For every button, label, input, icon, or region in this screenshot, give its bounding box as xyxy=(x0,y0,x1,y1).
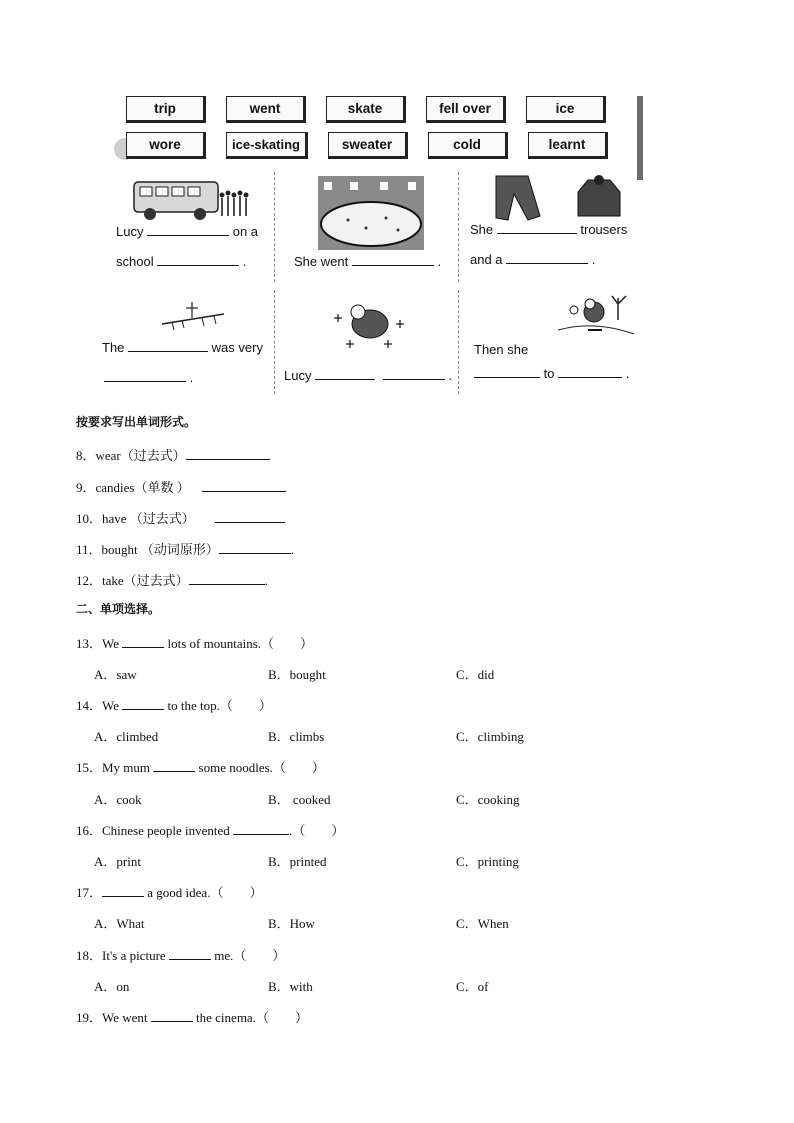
panel-divider xyxy=(458,172,459,282)
option-a[interactable]: A．What xyxy=(94,916,145,931)
option-b[interactable]: B．bought xyxy=(268,667,326,682)
option-a[interactable]: A．on xyxy=(94,979,130,994)
word-bank-row-2 xyxy=(126,132,608,159)
picture-1-line-1: Lucy on a xyxy=(116,224,259,239)
option-c[interactable]: C．cooking xyxy=(456,792,520,807)
answer-blank[interactable] xyxy=(186,447,270,460)
option-c[interactable]: C．of xyxy=(456,979,489,994)
picture-6-line-2: to . xyxy=(474,366,629,381)
word-form-item: 11．bought （动词原形） . xyxy=(76,542,295,557)
school-bus-picture xyxy=(130,176,250,224)
word-card: skate xyxy=(326,96,406,123)
option-b[interactable]: B．printed xyxy=(268,854,327,869)
picture-3-line-1: She trousers xyxy=(470,222,628,237)
option-a[interactable]: A．cook xyxy=(94,792,142,807)
picture-3-line-2: and a . xyxy=(470,252,596,267)
picture-2-line: She went . xyxy=(294,254,442,269)
answer-blank[interactable] xyxy=(558,366,622,378)
answer-blank[interactable] xyxy=(215,510,285,523)
word-bank-row-1 xyxy=(126,96,606,123)
word-card: fell over xyxy=(426,96,506,123)
picture-4-line-2: . xyxy=(104,370,193,385)
exercise-picture-panel xyxy=(102,92,642,400)
word-card: sweater xyxy=(328,132,408,159)
option-a[interactable]: A．saw xyxy=(94,667,137,682)
option-a[interactable]: A．climbed xyxy=(94,729,159,744)
answer-blank[interactable] xyxy=(383,368,445,380)
answer-blank[interactable] xyxy=(104,370,186,382)
picture-1-line-2: school . xyxy=(116,254,247,269)
answer-blank[interactable] xyxy=(157,254,239,266)
option-a[interactable]: A．print xyxy=(94,854,141,869)
word-form-item: 8．wear（过去式） xyxy=(76,445,270,464)
answer-blank[interactable] xyxy=(233,822,289,835)
word-card: trip xyxy=(126,96,206,123)
section-heading: 二、单项选择。 xyxy=(76,602,161,616)
ice-rink-picture xyxy=(318,176,424,250)
option-c[interactable]: C．printing xyxy=(456,854,519,869)
picture-4-line-1: The was very xyxy=(102,340,263,355)
answer-blank[interactable] xyxy=(169,947,211,960)
answer-blank[interactable] xyxy=(147,224,229,236)
word-card: cold xyxy=(428,132,508,159)
panel-divider xyxy=(458,290,459,394)
word-card: learnt xyxy=(528,132,608,159)
word-card: went xyxy=(226,96,306,123)
cold-scene-picture xyxy=(158,296,228,336)
answer-blank[interactable] xyxy=(189,572,265,585)
answer-blank[interactable] xyxy=(474,366,540,378)
option-c[interactable]: C．did xyxy=(456,667,495,682)
answer-blank[interactable] xyxy=(352,254,434,266)
question-15: 15．My mum some noodles.（ ） xyxy=(76,760,325,775)
option-b[interactable]: B．climbs xyxy=(268,729,325,744)
question-19: 19．We went the cinema.（ ） xyxy=(76,1010,308,1025)
question-13: 13．We lots of mountains.（ ） xyxy=(76,636,314,651)
fell-over-picture xyxy=(330,292,410,352)
word-form-item: 9．candies（单数 ） xyxy=(76,477,286,496)
word-card: ice-skating xyxy=(226,132,308,159)
skating-picture xyxy=(554,290,638,350)
option-c[interactable]: C．climbing xyxy=(456,729,524,744)
panel-edge-bar xyxy=(637,96,643,180)
word-card: wore xyxy=(126,132,206,159)
picture-5-line: Lucy . xyxy=(284,368,452,383)
answer-blank[interactable] xyxy=(315,368,375,380)
option-b[interactable]: B．How xyxy=(268,916,315,931)
picture-6-line-1: Then she xyxy=(474,342,529,357)
question-14: 14．We to the top.（ ） xyxy=(76,698,272,713)
option-b[interactable]: B．with xyxy=(268,979,313,994)
trousers-sweater-picture xyxy=(488,172,628,224)
panel-divider xyxy=(274,290,275,394)
question-17: 17． a good idea.（ ） xyxy=(76,885,263,900)
option-c[interactable]: C．When xyxy=(456,916,509,931)
option-b[interactable]: B． cooked xyxy=(268,792,331,807)
word-card: ice xyxy=(526,96,606,123)
section-heading: 按要求写出单词形式。 xyxy=(76,415,197,429)
panel-divider xyxy=(274,172,275,282)
answer-blank[interactable] xyxy=(202,479,286,492)
word-form-item: 12．take（过去式） . xyxy=(76,573,268,588)
answer-blank[interactable] xyxy=(122,635,164,648)
question-18: 18．It's a picture me.（ ） xyxy=(76,948,286,963)
word-form-item: 10．have （过去式） xyxy=(76,508,285,527)
answer-blank[interactable] xyxy=(506,252,588,264)
answer-blank[interactable] xyxy=(153,759,195,772)
answer-blank[interactable] xyxy=(128,340,208,352)
answer-blank[interactable] xyxy=(497,222,577,234)
question-16: 16．Chinese people invented .（ ） xyxy=(76,823,345,838)
answer-blank[interactable] xyxy=(122,697,164,710)
answer-blank[interactable] xyxy=(219,541,291,554)
answer-blank[interactable] xyxy=(102,884,144,897)
answer-blank[interactable] xyxy=(151,1009,193,1022)
